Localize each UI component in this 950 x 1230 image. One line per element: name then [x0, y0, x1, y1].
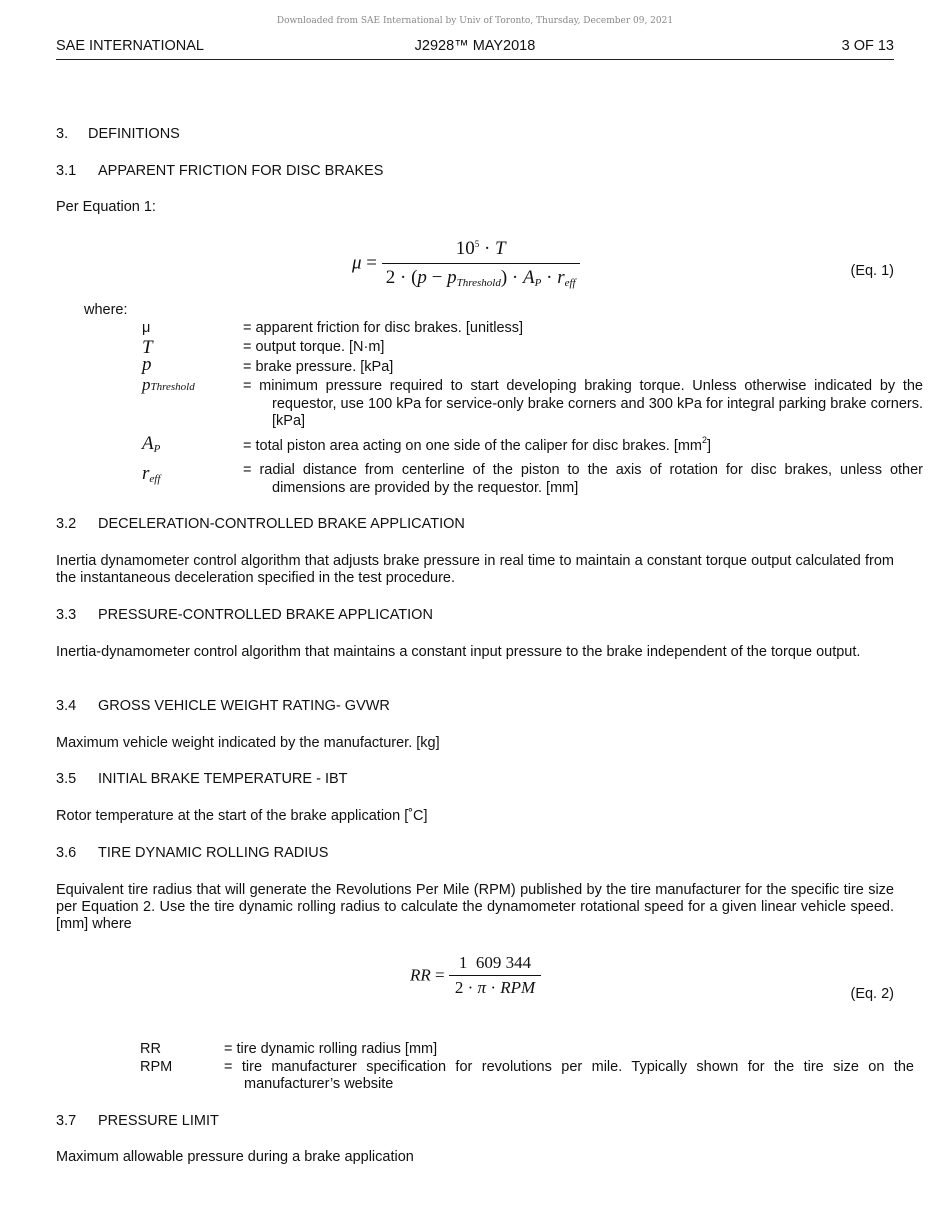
section-3-4-body: Maximum vehicle weight indicated by the manufacturer. [kg]	[56, 735, 440, 751]
definition-text: = brake pressure. [kPa]	[243, 359, 394, 375]
symbol-torque: T	[142, 337, 153, 358]
equation-2-label: (Eq. 2)	[850, 986, 894, 1002]
section-3-1-heading: 3.1 APPARENT FRICTION FOR DISC BRAKES	[56, 163, 384, 179]
definition-text: = minimum pressure required to start developing braking torque. Unless otherwise indicated by the requestor, use 100 kPa for service-only brake corners and 300 kPa for integral parking brake corners. [kPa]	[243, 378, 923, 429]
section-3-5-heading: 3.5 INITIAL BRAKE TEMPERATURE - IBT	[56, 771, 348, 787]
section-3-7-heading: 3.7 PRESSURE LIMIT	[56, 1113, 219, 1129]
section-3-7-body: Maximum allowable pressure during a brake application	[56, 1149, 414, 1165]
section-3-6-heading: 3.6 TIRE DYNAMIC ROLLING RADIUS	[56, 845, 329, 861]
section-3-3-heading: 3.3 PRESSURE-CONTROLLED BRAKE APPLICATION	[56, 607, 433, 623]
symbol-rr: RR	[140, 1041, 161, 1057]
definition-text: = apparent friction for disc brakes. [unitless]	[243, 320, 524, 336]
header-page-number: 3 OF 13	[841, 38, 894, 54]
equation-1-label: (Eq. 1)	[850, 263, 894, 279]
definition-text: = total piston area acting on one side of the caliper for disc brakes. $[mm^2]$	[243, 435, 712, 454]
definition-text: = radial distance from centerline of the piston to the axis of rotation for disc brakes, unless other dimensions are provided by the requestor. [mm]	[243, 462, 923, 496]
symbol-pressure: p	[142, 354, 152, 375]
header-doc-id: J2928™ MAY2018	[414, 38, 536, 54]
header-rule	[56, 59, 894, 60]
symbol-piston-area: $A_P$	[142, 433, 161, 455]
symbol-mu: μ	[142, 320, 151, 336]
symbol-threshold-pressure: pThreshold	[142, 375, 195, 394]
section-3-1-intro: Per Equation 1:	[56, 199, 156, 215]
definition-text: = output torque. [N·m]	[243, 339, 385, 355]
equation-2: RR = $\frac{1 609 344}{\text{2 · π · RPM}}$	[410, 953, 541, 998]
where-label: where:	[84, 302, 128, 318]
section-3-6-body: Equivalent tire radius that will generate the Revolutions Per Mile (RPM) published by the tire manufacturer for the specific tire size per Equation 2. Use the tire dynamic rolling radius to calculate the dynamometer rotational speed for a given linear vehicle speed. [mm] where	[56, 882, 894, 932]
symbol-radial-distance: $r_{eff}$	[142, 463, 161, 485]
definition-text: = tire manufacturer specification for revolutions per mile. Typically shown for the tire size on the manufacturer’s website	[224, 1059, 914, 1092]
equation-1: μ = $\frac{10^5 \cdot T}{2 \cdot (p - p_{Threshold}) \cdot A_P \cdot r_{eff}}$	[352, 238, 580, 289]
definition-text: = tire dynamic rolling radius [mm]	[224, 1041, 438, 1057]
symbol-rpm: RPM	[140, 1059, 173, 1075]
section-3-2-heading: 3.2 DECELERATION-CONTROLLED BRAKE APPLICATION	[56, 516, 465, 532]
section-3-3-body: Inertia-dynamometer control algorithm that maintains a constant input pressure to the brake independent of the torque output.	[56, 644, 861, 660]
section-3-heading: 3. DEFINITIONS	[56, 126, 180, 142]
section-3-2-body: Inertia dynamometer control algorithm that adjusts brake pressure in real time to maintain a constant torque output calculated from the instantaneous deceleration specified in the test procedure.	[56, 553, 894, 586]
section-3-4-heading: 3.4 GROSS VEHICLE WEIGHT RATING- GVWR	[56, 698, 390, 714]
download-note: Downloaded from SAE International by Univ of Toronto, Thursday, December 09, 2021	[276, 16, 674, 26]
section-3-5-body: Rotor temperature at the start of the brake application [˚C]	[56, 808, 428, 824]
header-org: SAE INTERNATIONAL	[56, 38, 204, 54]
